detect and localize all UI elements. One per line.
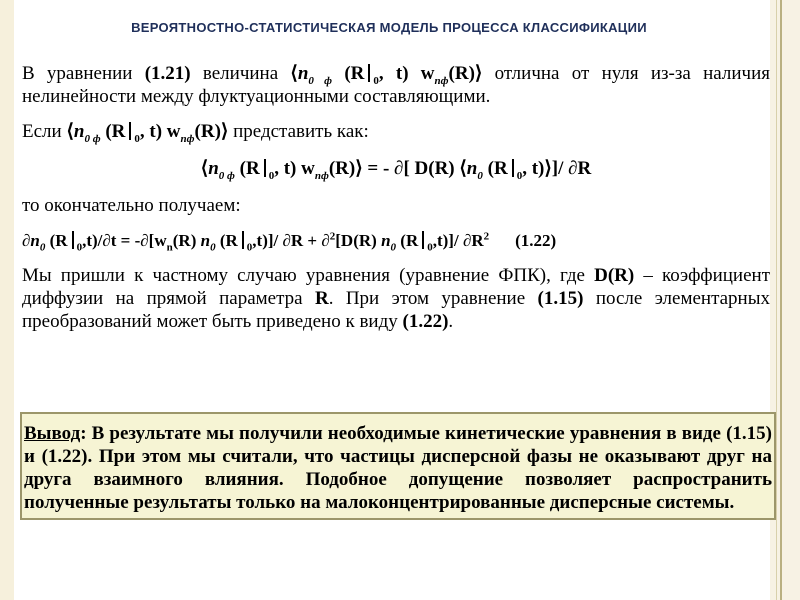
- subscript: n: [166, 241, 173, 254]
- subscript: 0: [516, 169, 523, 182]
- subscript: 0 ф: [84, 132, 101, 145]
- paragraph-4: [22, 264, 770, 333]
- text: после элементарных преобразований может быть приведено к виду: [22, 288, 770, 332]
- superscript: 2: [329, 230, 336, 243]
- conclusion-label: Вывод: [24, 423, 81, 444]
- formula-text: (R): [328, 158, 356, 179]
- formula-text: (R): [172, 231, 201, 250]
- symbol-n: n: [200, 231, 211, 250]
- spacer: [22, 180, 770, 194]
- inline-formula: [66, 121, 229, 145]
- symbol-r: (R: [396, 231, 419, 250]
- spacer: [22, 143, 770, 157]
- condition-bar: [512, 159, 514, 177]
- symbol-r: R: [314, 288, 329, 309]
- condition-bar: [368, 64, 370, 82]
- subscript: пф: [180, 132, 195, 145]
- subscript: пф: [434, 74, 449, 87]
- subscript: пф: [314, 169, 329, 182]
- subscript: 0: [427, 241, 433, 254]
- subscript: 0: [390, 241, 397, 254]
- text: . При этом уравнение: [328, 288, 538, 309]
- symbol-r: (R: [100, 121, 126, 142]
- conclusion-box: [20, 412, 776, 520]
- equation-ref: (1.22): [402, 311, 449, 332]
- condition-bar: [72, 231, 74, 249]
- equation-ref: (1.21): [144, 63, 191, 84]
- left-decor-bar: [0, 0, 14, 600]
- slide-title: ВЕРОЯТНОСТНО-СТАТИСТИЧЕСКАЯ МОДЕЛЬ ПРОЦЕССА КЛАССИФИКАЦИИ: [131, 20, 647, 35]
- formula-text: , t) w: [378, 63, 435, 84]
- formula-text: , t)⟩]/ ∂R: [522, 158, 592, 179]
- right-decor-line: [780, 0, 782, 600]
- formula-text: (R): [194, 121, 221, 142]
- angle-bracket-left: ⟨: [290, 63, 298, 84]
- subscript: 0: [246, 241, 253, 254]
- equation-1-22: [22, 229, 770, 252]
- symbol-n: n: [381, 231, 391, 250]
- superscript: 2: [483, 230, 490, 243]
- subscript: 0 ф: [218, 169, 235, 182]
- symbol-n: n: [208, 158, 219, 179]
- formula-text: (R): [448, 63, 475, 84]
- symbol-r: (R: [332, 63, 365, 84]
- condition-bar: [422, 231, 424, 249]
- slide-content: [22, 62, 770, 333]
- formula-text: ,t)/∂t = -∂[w: [82, 231, 167, 250]
- partial-symbol: ∂: [22, 231, 31, 250]
- symbol-r: (R: [215, 231, 238, 250]
- right-decor-line-thin: [776, 0, 777, 600]
- text: В уравнении: [22, 63, 145, 84]
- paragraph-3: то окончательно получаем:: [22, 195, 241, 216]
- spacer: [22, 108, 770, 120]
- symbol-dr: D(R): [594, 265, 635, 286]
- formula-text: , t) w: [274, 158, 315, 179]
- angle-bracket-right: ⟩: [220, 121, 229, 142]
- angle-bracket-left: ⟨: [66, 121, 74, 142]
- text: отлична от нуля из-за наличия нелинейности между флуктуационными составляющими.: [22, 63, 770, 107]
- symbol-n: n: [30, 231, 40, 250]
- subscript: 0: [373, 74, 379, 87]
- text: Если: [22, 121, 67, 142]
- condition-bar: [129, 122, 131, 140]
- inline-formula: [290, 63, 483, 87]
- angle-bracket-left: ⟨: [200, 158, 209, 179]
- text: – коэффициент диффузии на прямой параметра: [22, 265, 770, 309]
- subscript: 0: [268, 169, 275, 182]
- equation-ref: (1.15): [537, 288, 584, 309]
- conclusion-text: : В результате мы получили необходимые кинетические уравнения в виде (1.15) и (1.22). При этом мы считали, что частицы дисперсной фазы не оказывают друг на друга взаимного влияния. Подобное допущение позволяет распространить полученные результаты только на малоконцентрированные дисперсные системы.: [24, 423, 772, 513]
- text: величина: [190, 63, 291, 84]
- subscript: 0 ф: [308, 74, 333, 87]
- symbol-r: (R: [482, 158, 508, 179]
- spacer: [22, 252, 770, 264]
- symbol-n: n: [297, 63, 309, 84]
- spacer: [22, 217, 770, 229]
- subscript: 0: [76, 241, 83, 254]
- equation-number: (1.22): [515, 231, 557, 250]
- subscript: 0: [210, 241, 216, 254]
- condition-bar: [242, 231, 244, 249]
- formula-text: = - ∂[ D(R) ⟨: [362, 158, 467, 179]
- angle-bracket-right: ⟩: [474, 63, 483, 84]
- angle-bracket-right: ⟩: [355, 158, 363, 179]
- subscript: 0: [39, 241, 46, 254]
- subscript: 0: [477, 169, 483, 182]
- paragraph-1: [22, 62, 770, 108]
- text: представить как:: [228, 121, 369, 142]
- symbol-n: n: [466, 158, 478, 179]
- symbol-r: (R: [45, 231, 68, 250]
- formula-text: ,t)]/ ∂R: [432, 231, 484, 250]
- text: .: [448, 311, 454, 332]
- subscript: 0: [134, 132, 140, 145]
- formula-text: [D(R): [335, 231, 382, 250]
- symbol-n: n: [73, 121, 85, 142]
- equation-1: [22, 157, 770, 180]
- condition-bar: [264, 159, 266, 177]
- formula-text: , t) w: [139, 121, 181, 142]
- symbol-r: (R: [234, 158, 260, 179]
- formula-text: ,t)]/ ∂R + ∂: [252, 231, 330, 250]
- text: Мы пришли к частному случаю уравнения (уравнение ФПК), где: [22, 265, 595, 286]
- paragraph-2: [22, 120, 770, 143]
